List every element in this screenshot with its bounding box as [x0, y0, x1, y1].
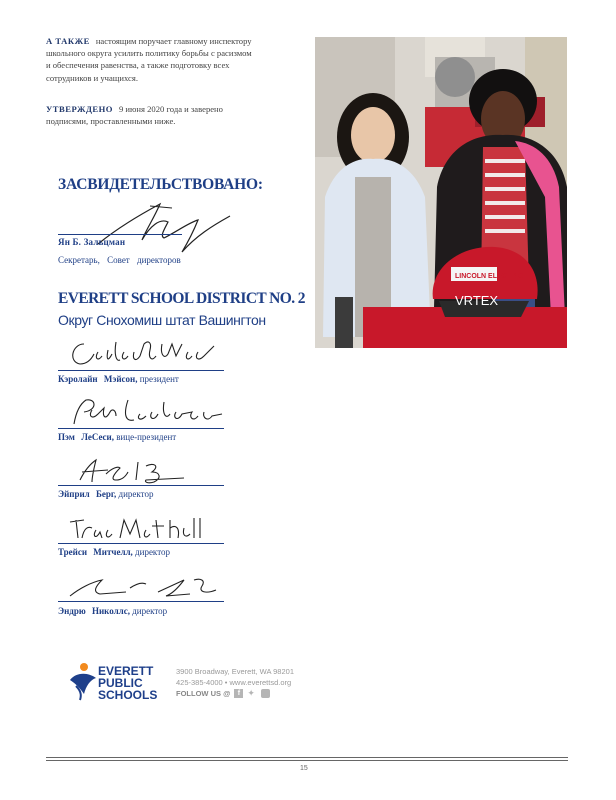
twitter-icon[interactable]: ✦	[247, 688, 255, 698]
contact-phone-web: 425-385-4000 • www.everettsd.org	[176, 678, 292, 687]
secretary-signature-line	[58, 234, 182, 235]
footer-rule-top	[46, 757, 568, 758]
signature-line-2	[58, 428, 224, 429]
secretary-role: Секретарь, Совет директоров	[58, 255, 181, 265]
facebook-icon[interactable]: f	[234, 689, 243, 698]
district-title: EVERETT SCHOOL DISTRICT NO. 2	[58, 290, 305, 307]
mitchell-signature	[66, 512, 206, 544]
signatory-1-name: Кэролайн Мэйсон,	[58, 374, 138, 384]
helmet-brand: LINCOLN ELECTRIC	[455, 273, 524, 280]
signature-line-3	[58, 485, 224, 486]
helmet-model: VRTEX	[455, 293, 499, 308]
signature-line-4	[58, 543, 224, 544]
also-text: настоящим поручает главному инспектору школьного округа усилить политику борьбы с расизмом и обеспечения равенства, а также подготовку всех сотрудников и учащихся.	[46, 36, 252, 83]
logo-line-2: PUBLIC	[98, 676, 143, 690]
signature-line-5	[58, 601, 224, 602]
approved-text: 9 июня 2020 года и заверено подписями, проставленными ниже.	[46, 104, 223, 127]
signatory-5	[58, 606, 167, 616]
witnessed-heading: ЗАСВИДЕТЕЛЬСТВОВАНО:	[58, 176, 263, 193]
signatory-4-name: Трейси Митчелл,	[58, 547, 133, 557]
page-number: 15	[300, 765, 308, 772]
signatory-2-role: вице-президент	[116, 432, 177, 442]
lesesi-signature	[62, 394, 232, 430]
footer-rule-bottom	[46, 760, 568, 761]
signatory-2	[58, 432, 176, 442]
secretary-name: Ян Б. Зальцман	[58, 237, 126, 247]
secretary-signature	[90, 196, 240, 258]
approved-paragraph	[46, 103, 256, 127]
signatory-1	[58, 374, 179, 384]
nicholls-signature	[66, 572, 226, 602]
approved-lead: УТВЕРЖДЕНО	[46, 104, 113, 114]
signatory-4	[58, 547, 170, 557]
signatory-3-role: директор	[118, 489, 154, 499]
also-lead: А ТАКЖЕ	[46, 36, 90, 46]
instagram-icon[interactable]	[261, 689, 270, 698]
signatory-4-role: директор	[135, 547, 171, 557]
contact-address: 3900 Broadway, Everett, WA 98201	[176, 667, 294, 676]
district-subtitle: Округ Снохомиш штат Вашингтон	[58, 312, 266, 328]
signatory-5-role: директор	[132, 606, 168, 616]
contact-block	[176, 666, 294, 699]
signature-line-1	[58, 370, 224, 371]
logo-line-1: EVERETT	[98, 664, 154, 678]
signatory-5-name: Эндрю Николлс,	[58, 606, 130, 616]
students-photo	[315, 37, 567, 348]
signatory-3	[58, 489, 153, 499]
also-paragraph	[46, 35, 256, 84]
signatory-1-role: президент	[139, 374, 179, 384]
everett-public-schools-logo	[66, 660, 176, 702]
signatory-2-name: Пэм ЛеСеси,	[58, 432, 114, 442]
mason-signature	[64, 336, 224, 372]
logo-line-3: SCHOOLS	[98, 688, 158, 702]
signatory-3-name: Эйприл Берг,	[58, 489, 117, 499]
follow-us-label: FOLLOW US @	[176, 689, 231, 698]
